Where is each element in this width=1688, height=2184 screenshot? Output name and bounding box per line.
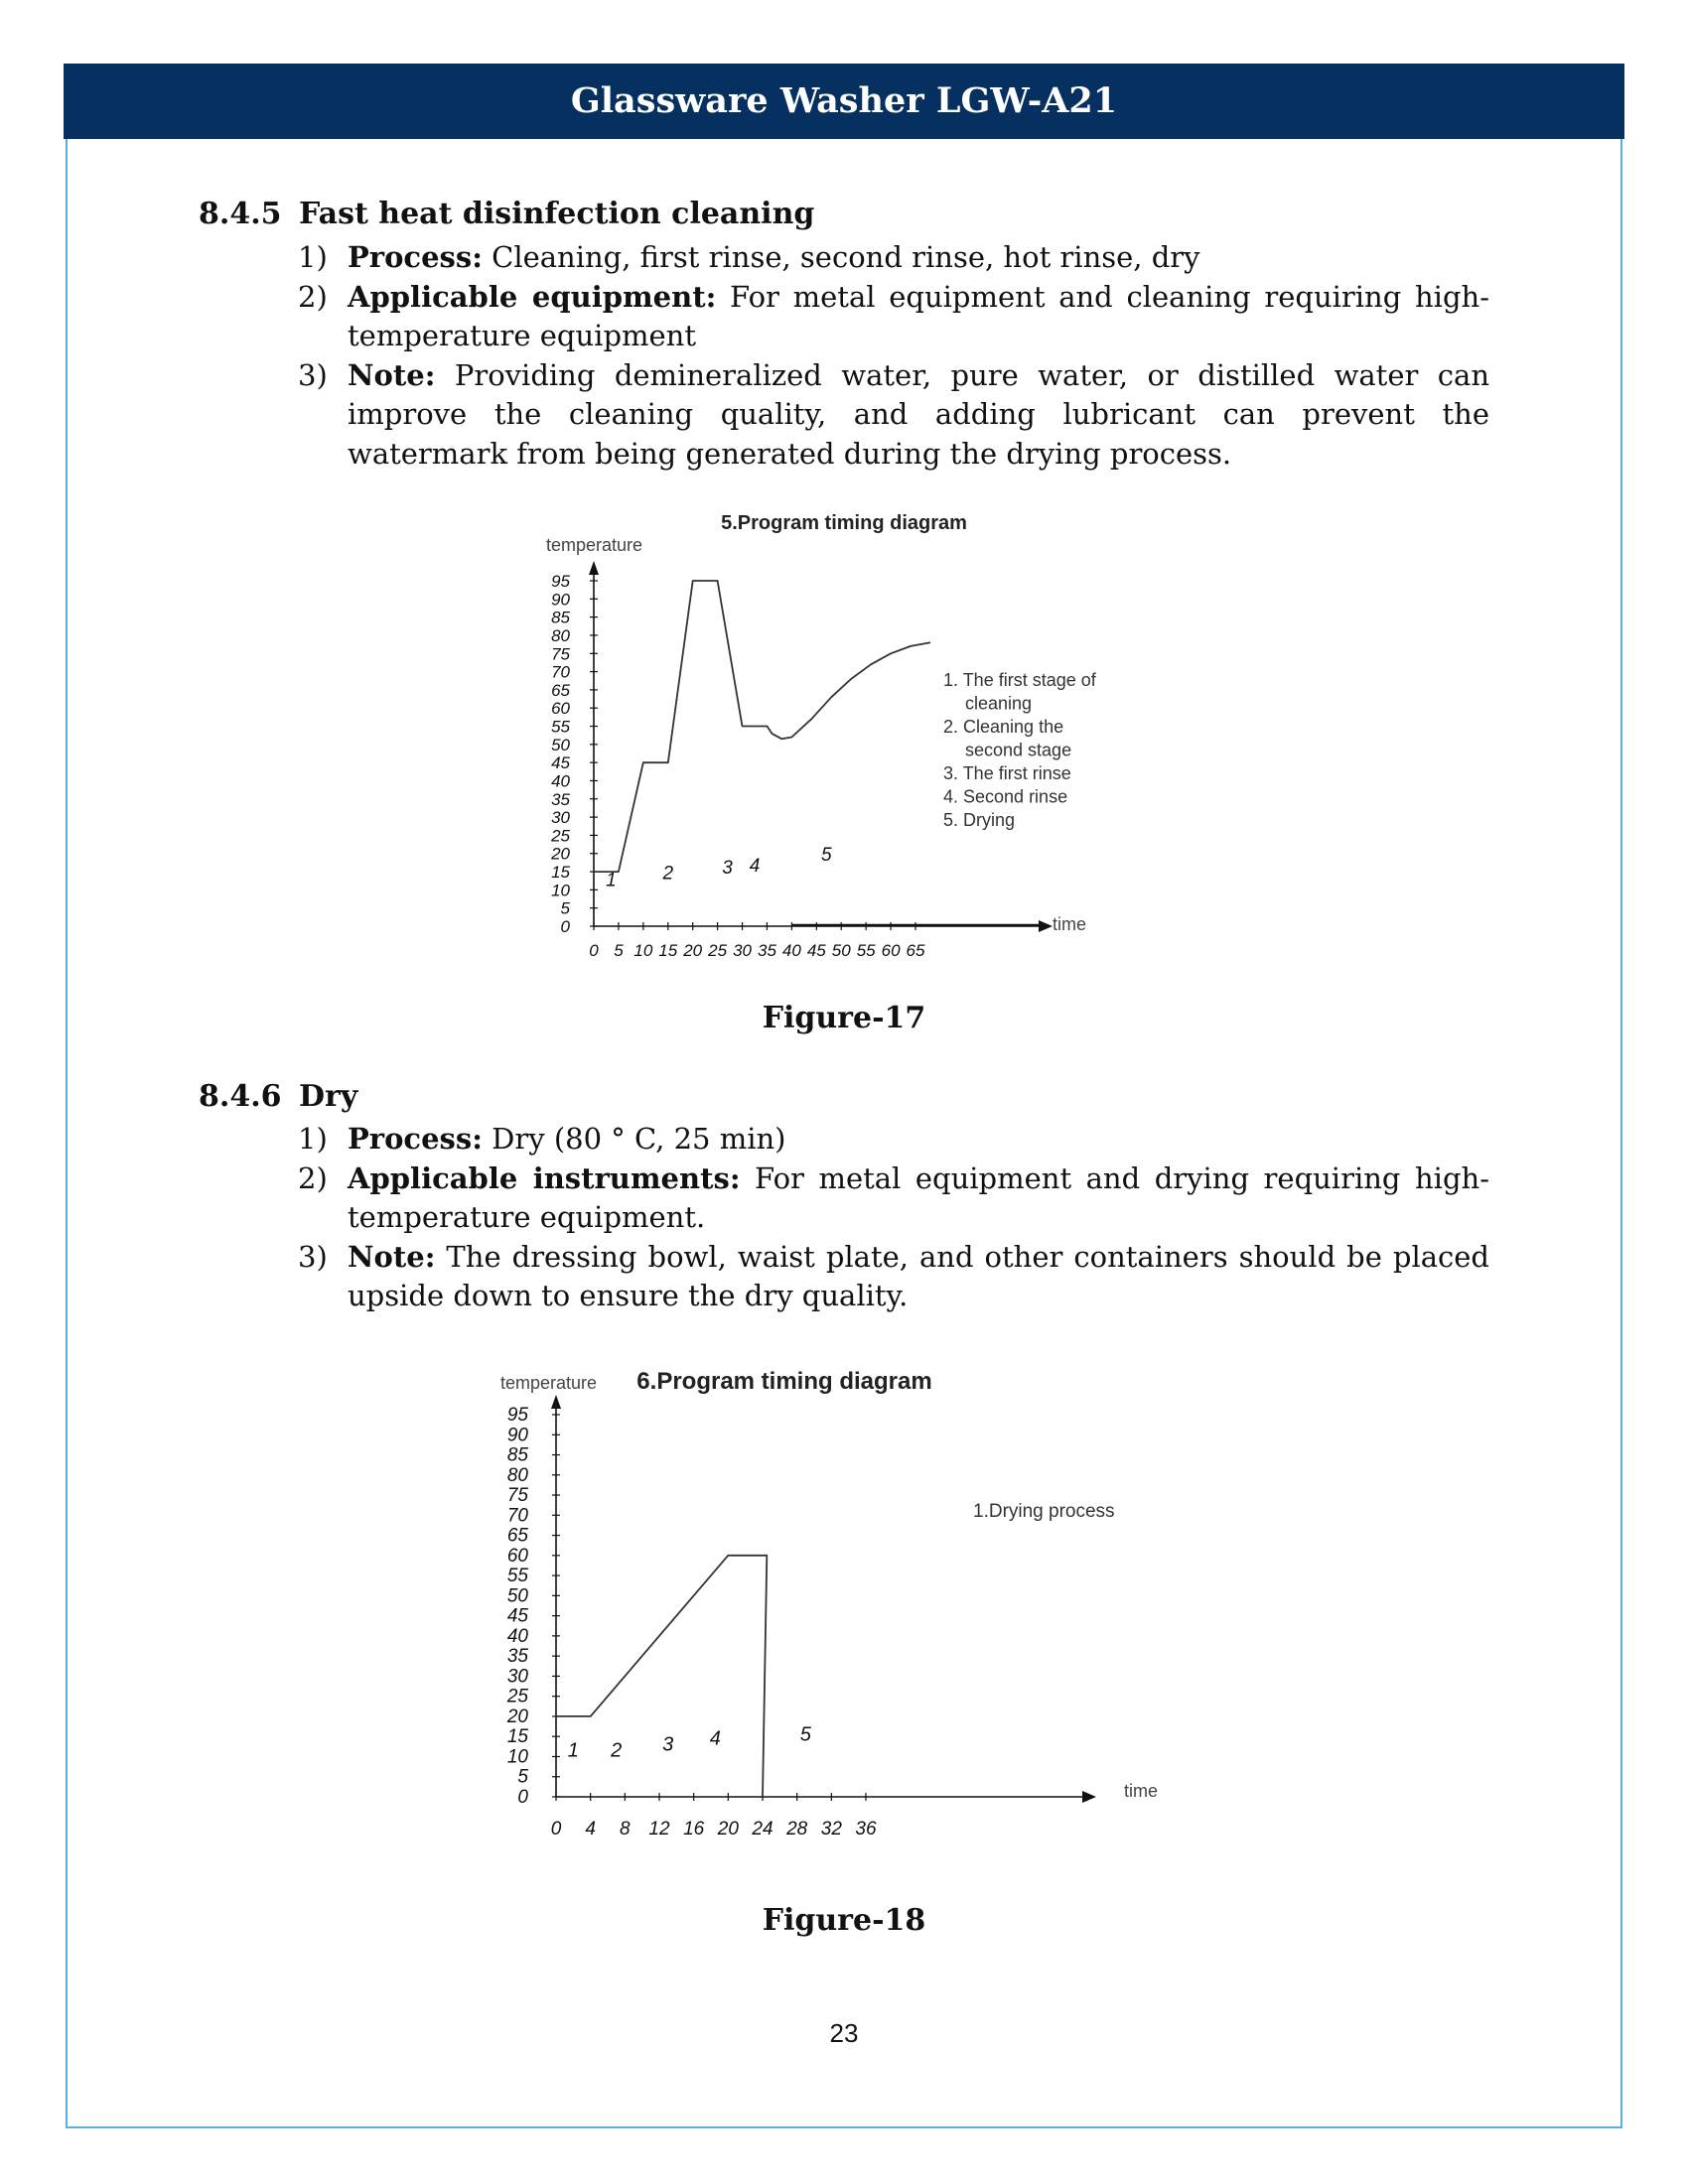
y-tick-label: 65: [551, 680, 570, 700]
section-heading-8-4-5: [199, 197, 814, 231]
list-marker: 3): [298, 357, 328, 392]
x-tick-label: 15: [658, 941, 678, 960]
list-marker: 2): [298, 1160, 328, 1195]
x-tick-label: 10: [633, 941, 653, 960]
x-tick-label: 12: [648, 1819, 670, 1840]
series-line: [556, 1556, 767, 1797]
y-axis-label: temperature: [546, 535, 643, 555]
y-tick-label: 80: [506, 1464, 528, 1486]
x-tick-label: 30: [733, 941, 752, 960]
item-label: Process:: [348, 240, 483, 274]
y-tick-label: 15: [551, 863, 570, 883]
x-axis-label: time: [1053, 914, 1087, 934]
legend-entry: 1. The first stage of: [943, 670, 1096, 690]
list-marker: 1): [298, 240, 328, 274]
y-tick-label: 60: [506, 1545, 528, 1567]
y-tick-label: 65: [506, 1525, 528, 1547]
x-tick-label: 16: [683, 1819, 705, 1840]
y-tick-label: 95: [506, 1405, 528, 1426]
stage-label: 1: [606, 870, 617, 891]
stage-label: 5: [799, 1723, 811, 1746]
stage-label: 2: [662, 863, 674, 885]
item-label: Applicable equipment:: [348, 279, 717, 314]
x-tick-label: 60: [881, 941, 901, 960]
y-tick-label: 55: [506, 1566, 528, 1587]
item-text: For metal equipment and cleaning requiring high-temperature equipment: [348, 279, 1490, 352]
x-tick-label: 20: [717, 1819, 739, 1840]
legend-entry: cleaning: [965, 693, 1033, 714]
y-tick-label: 75: [551, 644, 570, 664]
y-tick-label: 35: [506, 1646, 528, 1668]
section-number: 8.4.6: [199, 1079, 282, 1114]
section-heading-8-4-6: [199, 1079, 357, 1114]
y-tick-label: 70: [551, 662, 570, 682]
legend-entry: 2. Cleaning the: [943, 717, 1064, 737]
item-label: Process:: [348, 1122, 483, 1156]
y-tick-label: 90: [506, 1425, 528, 1446]
list-item: [298, 238, 1489, 278]
y-tick-label: 5: [560, 898, 570, 918]
y-tick-label: 25: [551, 826, 570, 846]
x-tick-label: 25: [708, 941, 728, 960]
list-item: [298, 278, 1489, 356]
stage-label: 1: [567, 1739, 579, 1762]
item-label: Note:: [348, 357, 436, 392]
stage-label: 4: [709, 1727, 721, 1750]
x-tick-label: 0: [589, 941, 599, 960]
list-item: [298, 1238, 1489, 1316]
y-tick-label: 40: [551, 771, 570, 791]
x-tick-label: 35: [758, 941, 776, 960]
y-tick-label: 50: [506, 1585, 528, 1607]
x-tick-label: 36: [855, 1819, 877, 1840]
y-axis-label: temperature: [500, 1373, 598, 1393]
y-axis-arrow: [589, 561, 599, 575]
x-tick-label: 45: [806, 941, 826, 960]
list-marker: 3): [298, 1239, 328, 1274]
legend-entry: 3. The first rinse: [943, 763, 1071, 783]
x-axis-arrow: [1082, 1791, 1096, 1803]
y-tick-label: 45: [506, 1605, 528, 1627]
section-number: 8.4.5: [199, 197, 282, 231]
program-timing-chart-6: [477, 1355, 1172, 1871]
x-tick-label: 4: [585, 1819, 596, 1840]
section-title: Fast heat disinfection cleaning: [299, 197, 815, 231]
legend-entry: 5. Drying: [943, 810, 1016, 830]
y-tick-label: 20: [506, 1706, 528, 1727]
stage-label: 4: [749, 856, 761, 878]
y-tick-label: 0: [560, 917, 570, 936]
y-tick-label: 15: [506, 1726, 528, 1748]
list-item: [298, 1120, 1489, 1160]
item-label: Applicable instruments:: [348, 1160, 741, 1195]
y-tick-label: 80: [551, 625, 570, 645]
x-axis-arrow: [1039, 920, 1053, 932]
item-text: For metal equipment and drying requiring high-temperature equipment.: [348, 1160, 1489, 1234]
x-tick-label: 0: [550, 1819, 562, 1840]
list-item: [298, 1160, 1489, 1238]
x-tick-label: 24: [752, 1819, 774, 1840]
y-tick-label: 35: [551, 789, 570, 809]
y-tick-label: 10: [551, 881, 570, 900]
y-tick-label: 70: [506, 1505, 528, 1527]
y-tick-label: 40: [506, 1625, 528, 1647]
chart-title: 6.Program timing diagram: [636, 1368, 932, 1395]
list-marker: 1): [298, 1122, 328, 1156]
x-tick-label: 65: [906, 941, 925, 960]
stage-label: 3: [722, 857, 733, 879]
x-tick-label: 50: [831, 941, 851, 960]
x-tick-label: 8: [620, 1819, 631, 1840]
stage-label: 3: [662, 1733, 674, 1756]
list-item: [298, 356, 1489, 475]
page-header: Glassware Washer LGW-A21: [64, 64, 1624, 139]
legend-entry: second stage: [965, 740, 1072, 760]
legend-entry: 4. Second rinse: [943, 786, 1068, 807]
y-tick-label: 30: [506, 1666, 528, 1688]
figure-caption: Figure-18: [762, 1903, 926, 1938]
y-tick-label: 5: [517, 1766, 528, 1788]
y-tick-label: 85: [551, 608, 570, 627]
x-tick-label: 5: [614, 941, 624, 960]
y-tick-label: 50: [551, 735, 570, 754]
section2-list: [298, 1120, 1489, 1316]
y-tick-label: 60: [551, 699, 570, 719]
stage-label: 5: [820, 845, 832, 867]
y-tick-label: 0: [517, 1787, 528, 1808]
item-text: The dressing bowl, waist plate, and other containers should be placed upside down to ensure the dry quality.: [348, 1239, 1489, 1312]
x-tick-label: 28: [786, 1819, 808, 1840]
y-tick-label: 45: [551, 753, 570, 773]
y-tick-label: 25: [506, 1686, 528, 1707]
y-tick-label: 90: [551, 590, 570, 610]
y-tick-label: 20: [551, 844, 570, 864]
chart-title: 5.Program timing diagram: [721, 512, 967, 534]
series-line: [594, 581, 930, 872]
section-title: Dry: [299, 1079, 358, 1114]
y-tick-label: 30: [551, 808, 570, 828]
y-tick-label: 55: [551, 717, 570, 737]
item-text: Providing demineralized water, pure water, or distilled water can improve the cleaning quality, and adding lubricant can prevent the watermark from being generated during the drying process.: [348, 357, 1489, 471]
page-number: 23: [829, 2018, 859, 2048]
x-tick-label: 32: [820, 1819, 842, 1840]
y-tick-label: 10: [506, 1746, 528, 1768]
figure-caption: Figure-17: [762, 1001, 926, 1035]
y-tick-label: 75: [506, 1485, 528, 1507]
item-text: Cleaning, first rinse, second rinse, hot rinse, dry: [482, 240, 1200, 274]
stage-label: 2: [611, 1739, 623, 1762]
y-tick-label: 85: [506, 1444, 528, 1466]
x-axis-label: time: [1124, 1781, 1159, 1801]
section1-list: [298, 238, 1489, 474]
legend-entry: 1.Drying process: [973, 1501, 1115, 1522]
x-tick-label: 40: [781, 941, 801, 960]
y-tick-label: 95: [551, 572, 570, 591]
x-tick-label: 20: [683, 941, 703, 960]
item-text: Dry (80 ° C, 25 min): [482, 1122, 786, 1156]
x-tick-label: 55: [856, 941, 876, 960]
list-marker: 2): [298, 279, 328, 314]
program-timing-chart-5: [516, 501, 1152, 968]
item-label: Note:: [348, 1239, 436, 1274]
y-axis-arrow: [551, 1395, 561, 1409]
